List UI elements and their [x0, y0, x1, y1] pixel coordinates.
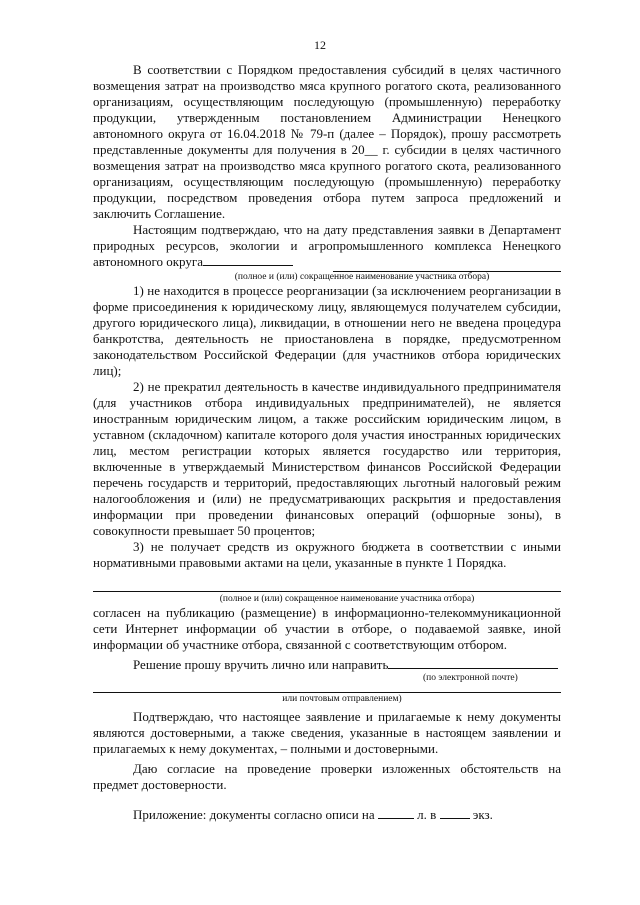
caption-participant-name-2: (полное и (или) сокращенное наименование участника отбора) — [219, 594, 475, 604]
sheets-blank — [378, 818, 414, 819]
list-item-2: 2) не прекратил деятельность в качестве индивидуального предпринимателя (для участников отбора индивидуальных предпринимателей), не является иностранным юридическим лицом, а также российским юридическим лицом, в уставном (складочном) капитале которого доля участия иностранных юридических лиц, местом регистрации которых является государство или территория, включенные в утверждаемый Министерством финансов Российской Федерации перечень государств и территорий, предоставляющих льготный налоговый режим налогообложения и (или) не предусматривающих раскрытия и предоставления информации при проведении финансовых операций (офшорные зоны), в совокупности превышает 50 процентов; — [93, 379, 561, 538]
caption-email: (по электронной почте) — [423, 673, 518, 683]
decision-text: Решение прошу вручить лично или направить — [133, 657, 389, 672]
participant-name-blank — [203, 265, 293, 266]
list-item-3: 3) не получает средств из окружного бюджета в соответствии с иными нормативными правовыми актами на цели, указанные в пункте 1 Порядка. — [93, 539, 561, 570]
copies-blank — [440, 818, 470, 819]
delivery-method-blank — [388, 668, 558, 669]
paragraph-agree-verification: Даю согласие на проведение проверки изложенных обстоятельств на предмет достоверности. — [93, 761, 561, 792]
paragraph-decision — [93, 657, 561, 673]
paragraph-attachment — [93, 807, 561, 823]
participant-name-line-2 — [93, 590, 561, 592]
confirmation-intro-text: Настоящим подтверждаю, что на дату представления заявки в Департамент природных ресурсов, экологии и агропромышленного комплекса Ненецкого автономного округа — [93, 222, 561, 269]
attachment-mid: л. в — [417, 807, 437, 822]
caption-postal: или почтовым отправлением) — [282, 694, 402, 704]
attachment-suffix: экз. — [472, 807, 493, 822]
paragraph-confirm-authenticity: Подтверждаю, что настоящее заявление и прилагаемые к нему документы являются достоверными, а также сведения, указанные в настоящем заявлении и прилагаемых к нему документах, – полными и достоверными. — [93, 709, 561, 756]
caption-participant-name: (полное и (или) сокращенное наименование участника отбора) — [234, 272, 490, 282]
paragraph-consent-publication: согласен на публикацию (размещение) в информационно-телекоммуникационной сети Интернет информации об участии в отборе, о подаваемой заявке, иной информации об участнике отбора, связанной с соответствующим отбором. — [93, 605, 561, 652]
list-item-1: 1) не находится в процессе реорганизации (за исключением реорганизации в форме присоединения к юридическому лицу, являющемуся получателем субсидии, другого юридического лица), ликвидации, в отношении него не введена процедура банкротства, деятельность не приостановлена в порядке, предусмотренном законодательством Российской Федерации (для участников отбора юридических лиц); — [93, 283, 561, 378]
paragraph-confirmation-intro — [93, 222, 561, 270]
document-body — [93, 62, 561, 823]
delivery-address-line — [93, 684, 561, 693]
page-number: 12 — [314, 38, 326, 52]
paragraph-request: В соответствии с Порядком предоставления субсидий в целях частичного возмещения затрат на производство мяса крупного рогатого скота, реализованного организациям, осуществляющим последующую (промышленную) переработку продукции, утвержденным постановлением Администрации Ненецкого автономного округа от 16.04.2018 № 79-п (далее – Порядок), прошу рассмотреть представленные документы для получения в 20__ г. субсидии в целях частичного возмещения затрат на производство мяса крупного рогатого скота, реализованного организациям, осуществляющим последующую (промышленную) переработку продукции, посредством проведения отбора путем запроса предложений и заключить Соглашение. — [93, 62, 561, 221]
attachment-prefix: Приложение: документы согласно описи на — [133, 807, 375, 822]
